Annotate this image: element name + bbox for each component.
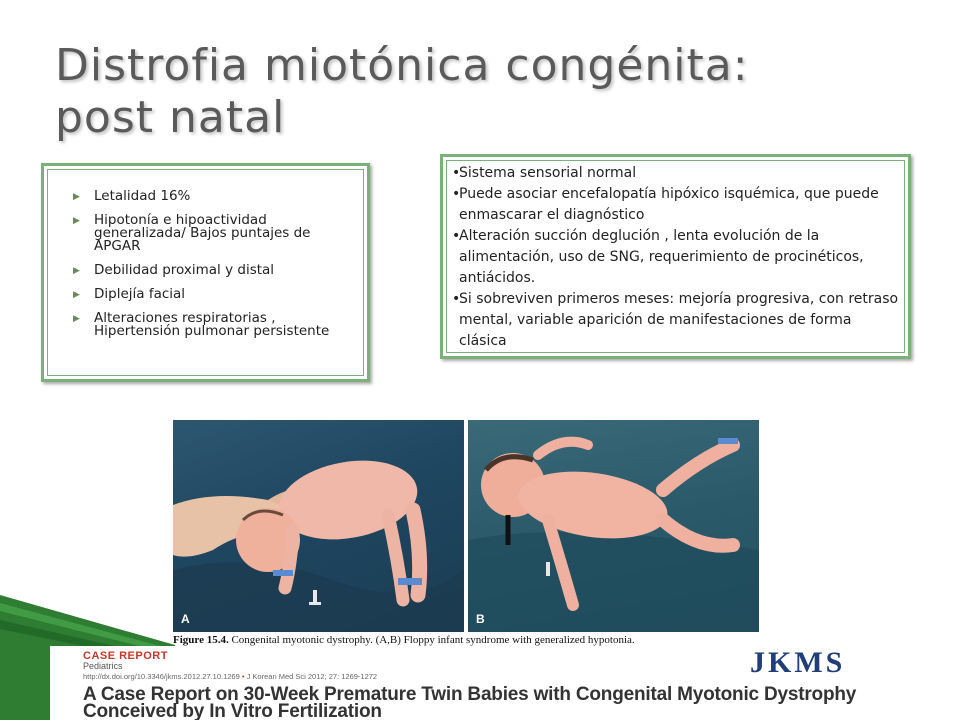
infant-photo-a-illustration xyxy=(173,420,464,632)
article-banner xyxy=(50,646,960,720)
figure-caption-text: Congenital myotonic dystrophy. (A,B) Floppy infant syndrome with generalized hypotonia. xyxy=(228,634,635,646)
title-line-2: post natal xyxy=(55,92,286,143)
photo-panel-a xyxy=(173,420,464,632)
figure-caption-number: Figure 15.4. xyxy=(173,634,229,646)
infant-photo-b-illustration xyxy=(468,420,759,632)
list-item: ▶ Alteraciones respiratorias , Hipertensión pulmonar persistente xyxy=(73,310,330,339)
figure-caption xyxy=(173,634,759,646)
arrow-right-icon: ▶ xyxy=(73,266,80,276)
photo-panel-b xyxy=(468,420,759,632)
article-doi-line xyxy=(83,672,377,681)
article-doi: http://dx.doi.org/10.3346/jkms.2012.27.10.1269 xyxy=(83,672,240,681)
list-item: • Alteración succión deglución , lenta evolución de la alimentación, uso de SNG, requerimiento de procinéticos, antiácidos. xyxy=(452,228,864,286)
list-item: • Puede asociar encefalopatía hipóxico isquémica, que puede enmascarar el diagnóstico xyxy=(452,186,879,223)
list-item: ▶ Letalidad 16% xyxy=(73,188,191,204)
arrow-right-icon: ▶ xyxy=(73,216,80,226)
title-line-1: Distrofia miotónica congénita: xyxy=(55,40,749,91)
article-citation: J Korean Med Sci 2012; 27: 1269-1272 xyxy=(246,672,378,681)
journal-logo: JKMS xyxy=(750,646,846,679)
list-item: • Sistema sensorial normal xyxy=(452,163,902,184)
bullet-dot-icon: • xyxy=(452,291,461,307)
case-report-specialty: Pediatrics xyxy=(83,661,123,671)
case-report-label: CASE REPORT xyxy=(83,650,168,662)
left-bullet-list xyxy=(68,190,353,349)
arrow-right-icon: ▶ xyxy=(73,192,80,202)
slide-title xyxy=(55,40,915,144)
list-item: ▶ Hipotonía e hipoactividad generalizada/ Bajos puntajes de APGAR xyxy=(73,212,311,254)
article-title: A Case Report on 30-Week Premature Twin Babies with Congenital Myotonic Dystrophy Conceived by In Vitro Fertilization xyxy=(83,684,857,720)
list-item: ▶ Diplejía facial xyxy=(73,286,186,302)
bullet-dot-icon: • xyxy=(452,228,461,244)
list-item: • Si sobreviven primeros meses: mejoría progresiva, con retraso mental, variable aparición de manifestaciones de forma clásica xyxy=(452,291,899,349)
list-item: ▶ Debilidad proximal y distal xyxy=(73,262,275,278)
left-info-box xyxy=(41,163,370,382)
separator-dot-icon: • xyxy=(241,672,247,681)
panel-a-label: A xyxy=(181,612,190,626)
infant-photo-figure xyxy=(173,420,759,650)
arrow-right-icon: ▶ xyxy=(73,314,80,324)
right-info-box xyxy=(440,154,911,359)
bullet-dot-icon: • xyxy=(452,165,461,181)
panel-b-label: B xyxy=(476,612,485,626)
bullet-dot-icon: • xyxy=(452,186,461,202)
right-bullet-list xyxy=(452,163,902,352)
arrow-right-icon: ▶ xyxy=(73,290,80,300)
